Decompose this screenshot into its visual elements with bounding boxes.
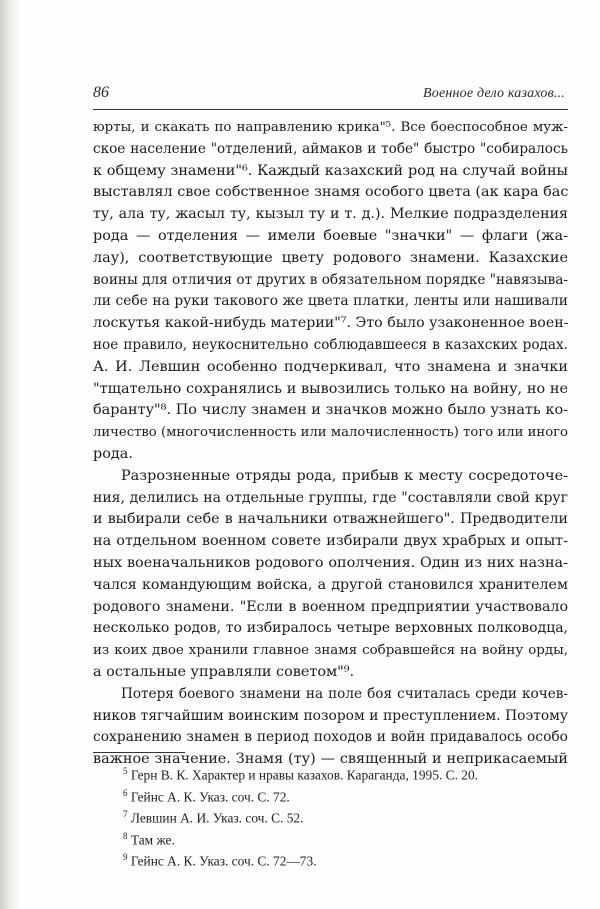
text-line: ников тягчайшим воинским позором и преступлением. Поэтому	[93, 707, 568, 724]
text-line: Потеря боевого знамени на поле боя считалась среди кочев-	[121, 685, 568, 702]
footnote-number: 5	[123, 766, 128, 776]
text-line: личество (многочисленность или малочисленность) того или иного	[93, 425, 568, 441]
footnote	[123, 783, 568, 805]
footnote-text: Герн В. К. Характер и нравы казахов. Караганда, 1995. С. 20.	[130, 767, 479, 783]
text-line: воины для отличия от других в обязательном порядке "навязыва-	[93, 271, 568, 288]
text-line: важное значение. Знамя (ту) — священный и неприкасаемый	[93, 751, 568, 768]
text-line: ния, делились на отдельные группы, где "составляли свой круг	[93, 489, 568, 506]
text-line: родового знамени. "Если в военном предприятии участвовало	[93, 598, 568, 615]
text-line: "тщательно сохранялись и вывозились только на войну, но не	[93, 380, 568, 397]
page-binding-shadow	[0, 0, 22, 909]
text-line: к общему знамени"⁶. Каждый казахский род на случай войны	[93, 162, 568, 179]
text-line: лау), соответствующие цвету родового знамени. Казахские	[93, 249, 568, 266]
page-number: 86	[93, 84, 109, 101]
text-line: ное правило, неукоснительно соблюдавшееся в казахских родах.	[93, 336, 568, 353]
footnote	[123, 761, 568, 783]
footnote	[123, 826, 568, 848]
footnote-text: Гейнс А. К. Указ. соч. С. 72—73.	[130, 853, 317, 869]
footnote-number: 6	[123, 787, 128, 798]
text-line: несколько родов, то избиралось четыре верховных полководца,	[93, 620, 568, 637]
body-text	[93, 117, 568, 771]
footnote	[123, 847, 568, 869]
text-line: баранту"⁸. По числу знамен и значков можно было узнать ко-	[93, 402, 568, 419]
text-line: лоскутья какой-нибудь материи"⁷. Это было узаконенное воен-	[93, 315, 568, 332]
footnote-rule	[93, 752, 185, 753]
text-line: рода.	[93, 445, 133, 462]
footnote	[123, 804, 568, 826]
text-line: ных военачальников родового ополчения. Один из них назна-	[93, 554, 568, 571]
text-line: ское население "отделений, аймаков и тобе" быстро "собиралось	[93, 140, 568, 157]
footnote-text: Левшин А. И. Указ. соч. С. 52.	[130, 810, 304, 826]
text-line: на отдельном военном совете избирали двух храбрых и опыт-	[93, 533, 568, 550]
text-line: а остальные управляли советом"⁹.	[93, 663, 355, 680]
text-line: чался командующим войска, а другой становился хранителем	[93, 576, 568, 593]
text-line: юрты, и скакать по направлению крика"⁵. Все боеспособное муж-	[93, 120, 568, 135]
footnote-text: Там же.	[130, 831, 175, 847]
footnote-text: Гейнс А. К. Указ. соч. С. 72.	[130, 788, 290, 804]
footnote-number: 9	[123, 852, 128, 862]
text-line: Разрозненные отряды рода, прибыв к месту сосредоточе-	[121, 467, 568, 484]
text-line: и выбирали себе в начальники отважнейшего". Предводители	[93, 511, 568, 528]
footnote-number: 8	[123, 830, 128, 841]
text-line: А. И. Левшин особенно подчеркивал, что знамена и значки	[93, 358, 568, 375]
footnotes	[123, 761, 568, 869]
header-rule	[93, 109, 568, 110]
running-title: Военное дело казахов...	[423, 86, 565, 101]
text-line: сохранению знамен в период походов и войн придавалось особо	[93, 729, 568, 746]
text-line: ли себе на руки такового же цвета платки, ленты или нашивали	[93, 293, 568, 310]
text-line: рода — отделения — имели боевые "значки" — флаги (жа-	[93, 227, 568, 244]
text-line: из коих двое хранили главное знамя собравшейся на войну орды,	[93, 643, 568, 659]
footnote-number: 7	[123, 809, 128, 819]
text-line: ту, ала ту, жасыл ту, кызыл ту и т. д.). Мелкие подразделения	[93, 206, 568, 223]
text-line: выставлял свое собственное знамя особого цвета (ак кара бас	[93, 184, 568, 201]
